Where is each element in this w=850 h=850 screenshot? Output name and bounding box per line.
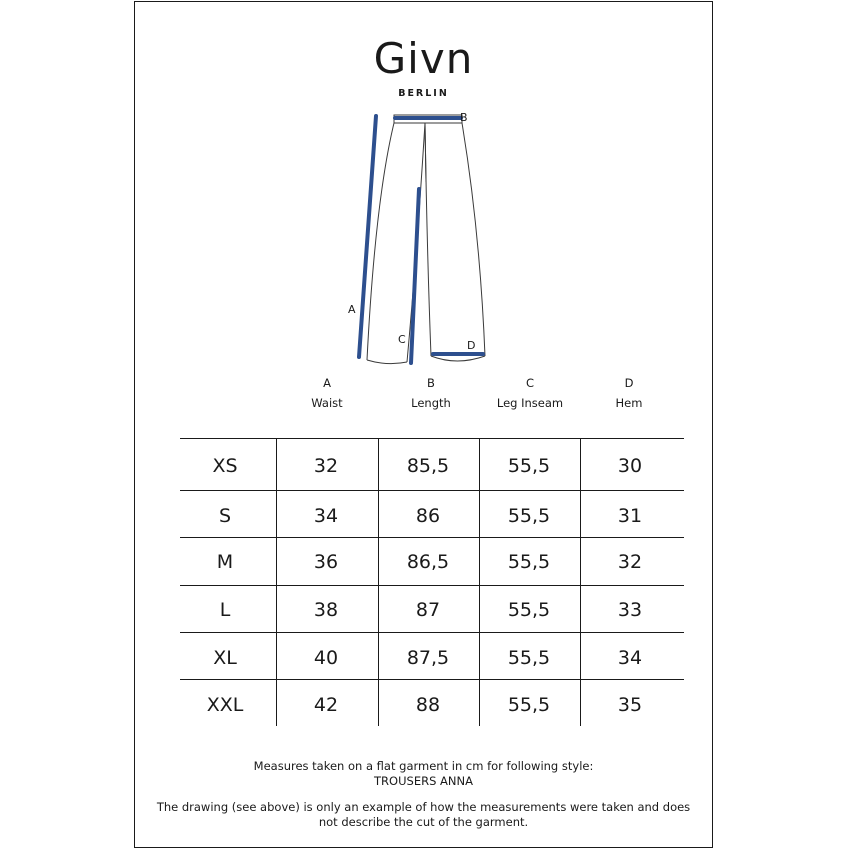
table-cell: 55,5 — [507, 455, 551, 477]
table-row-divider — [180, 490, 684, 491]
table-cell: 40 — [313, 647, 339, 669]
disclaimer-line2: not describe the cut of the garment. — [318, 815, 529, 829]
table-cell: 86,5 — [406, 551, 450, 573]
table-column-divider — [378, 439, 379, 726]
size-label: S — [218, 505, 232, 527]
table-top-rule — [180, 438, 684, 439]
label-a: A — [348, 303, 356, 316]
column-code: B — [427, 376, 435, 390]
table-cell: 36 — [313, 551, 339, 573]
column-name: Leg Inseam — [496, 396, 564, 410]
table-cell: 55,5 — [507, 647, 551, 669]
table-cell: 85,5 — [406, 455, 450, 477]
table-cell: 86 — [415, 505, 441, 527]
table-cell: 30 — [617, 455, 643, 477]
table-cell: 34 — [313, 505, 339, 527]
column-code: D — [624, 376, 634, 390]
label-b: B — [460, 111, 468, 124]
table-column-divider — [580, 439, 581, 726]
size-label: XL — [213, 647, 237, 669]
table-column-divider — [276, 439, 277, 726]
column-name: Hem — [615, 396, 643, 410]
brand-logo: Givn — [373, 34, 474, 83]
column-code: A — [323, 376, 331, 390]
table-cell: 88 — [415, 694, 441, 716]
size-label: XS — [212, 455, 238, 477]
fly-line — [425, 123, 426, 182]
right-hem — [431, 356, 485, 361]
measures-note — [135, 759, 712, 789]
table-cell: 55,5 — [507, 551, 551, 573]
label-d: D — [467, 339, 476, 352]
column-name: Length — [411, 396, 451, 410]
column-name: Waist — [311, 396, 343, 410]
size-chart-card — [134, 1, 713, 848]
style-name: TROUSERS ANNA — [374, 774, 473, 788]
table-cell: 55,5 — [507, 694, 551, 716]
size-label: XXL — [206, 694, 244, 716]
table-cell: 31 — [617, 505, 643, 527]
table-cell: 38 — [313, 599, 339, 621]
label-c: C — [398, 333, 406, 346]
table-cell: 33 — [617, 599, 643, 621]
trousers-diagram — [135, 2, 714, 382]
table-cell: 87,5 — [406, 647, 450, 669]
table-cell: 32 — [617, 551, 643, 573]
table-row-divider — [180, 632, 684, 633]
measure-line-c — [411, 189, 419, 363]
measure-line-a — [359, 116, 376, 357]
size-label: M — [216, 551, 234, 573]
column-code: C — [525, 376, 535, 390]
right-outer-seam — [462, 123, 485, 356]
table-column-divider — [479, 439, 480, 726]
disclaimer-note — [135, 800, 712, 830]
table-cell: 34 — [617, 647, 643, 669]
table-row-divider — [180, 679, 684, 680]
table-cell: 35 — [617, 694, 643, 716]
table-cell: 55,5 — [507, 599, 551, 621]
table-row-divider — [180, 537, 684, 538]
table-cell: 55,5 — [507, 505, 551, 527]
disclaimer-line1: The drawing (see above) is only an example of how the measurements were taken and does — [156, 800, 691, 814]
table-cell: 32 — [313, 455, 339, 477]
table-cell: 42 — [313, 694, 339, 716]
table-cell: 87 — [415, 599, 441, 621]
left-hem — [367, 360, 407, 364]
table-row-divider — [180, 585, 684, 586]
size-label: L — [219, 599, 231, 621]
brand-city: BERLIN — [398, 88, 449, 99]
measures-note-line1: Measures taken on a flat garment in cm for following style: — [253, 759, 594, 773]
